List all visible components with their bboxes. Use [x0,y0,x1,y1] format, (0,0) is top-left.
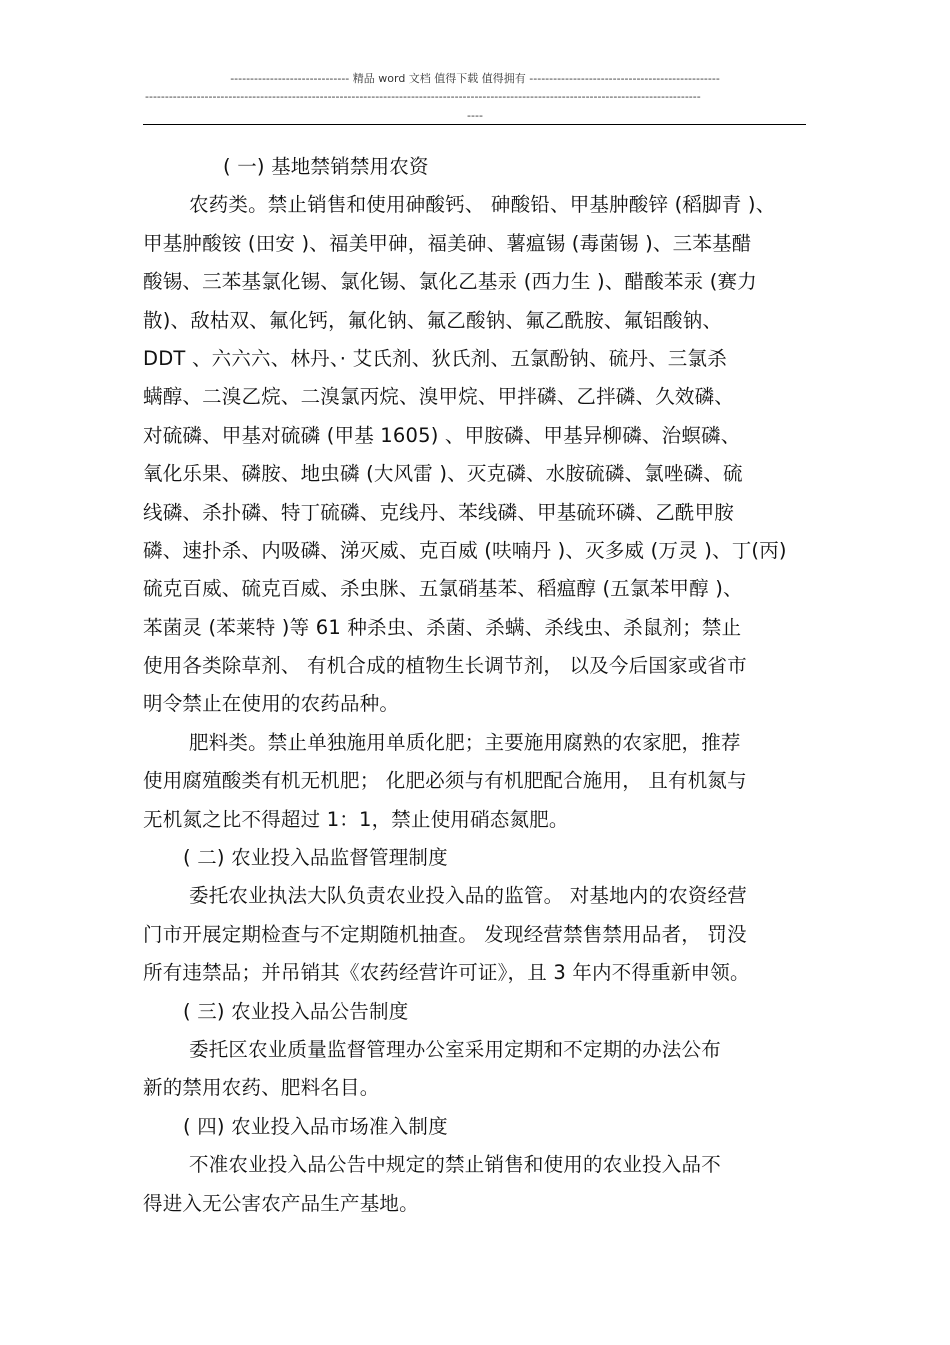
text-line: ( 一) 基地禁销禁用农资 [223,155,429,178]
text-line: 酸锡、三苯基氯化锡、氯化锡、氯化乙基汞 (西力生 )、醋酸苯汞 (赛力 [143,270,757,294]
document-body [143,148,808,1223]
text-line: 使用腐殖酸类有机无机肥； 化肥必须与有机肥配合施用， 且有机氮与 [143,769,747,793]
text-line: 门市开展定期检查与不定期随机抽查。 发现经营禁售禁用品者， 罚没 [143,922,747,946]
text-line: ( 三) 农业投入品公告制度 [183,999,409,1023]
text-line: 甲基肿酸铵 (田安 )、福美甲砷，福美砷、薯瘟锡 (毒菌锡 )、三苯基醋 [143,231,752,255]
text-line: 硫克百威、硫克百威、杀虫脒、五氯硝基苯、稻瘟醇 (五氯苯甲醇 )、 [143,577,743,601]
text-line: 不准农业投入品公告中规定的禁止销售和使用的农业投入品不 [189,1153,721,1177]
header-divider [143,124,806,125]
text-line: 肥料类。禁止单独施用单质化肥；主要施用腐熟的农家肥，推荐 [189,730,741,754]
text-line: 磷、速扑杀、内吸磷、涕灭威、克百威 (呋喃丹 )、灭多威 (万灵 )、丁(丙) [143,538,787,562]
text-line: 农药类。禁止销售和使用砷酸钙、 砷酸铅、甲基肿酸锌 (稻脚青 )、 [189,193,776,217]
text-line: 得进入无公害农产品生产基地。 [143,1191,419,1215]
text-line: 氧化乐果、磷胺、地虫磷 (大风雷 )、灭克磷、水胺硫磷、氯唑磷、硫 [143,462,743,486]
text-line: DDT 、六六六、林丹、· 艾氏剂、狄氏剂、五氯酚钠、硫丹、三氯杀 [143,346,727,370]
text-line: 使用各类除草剂、 有机合成的植物生长调节剂， 以及今后国家或省市 [143,654,747,678]
text-line: 散)、敌枯双、氟化钙，氟化钠、氟乙酸钠、氟乙酰胺、氟铝酸钠、 [143,308,723,332]
text-line: ( 四) 农业投入品市场准入制度 [183,1114,448,1138]
text-line: 线磷、杀扑磷、特丁硫磷、克线丹、苯线磷、甲基硫环磷、乙酰甲胺 [143,500,735,524]
text-line: 对硫磷、甲基对硫磷 (甲基 1605) 、甲胺磷、甲基异柳磷、治螟磷、 [143,423,741,447]
page-header-dashes-short: ---- [467,109,483,122]
text-line: 新的禁用农药、肥料名目。 [143,1076,380,1100]
text-line: 所有违禁品；并吊销其《农药经营许可证》，且 3 年内不得重新申领。 [143,961,750,985]
page-header-text: ------------------------------ 精品 word 文档 值得下载 值得拥有 ------------------------------------------------ [230,72,720,85]
text-line: 苯菌灵 (苯莱特 )等 61 种杀虫、杀菌、杀螨、杀线虫、杀鼠剂；禁止 [143,615,742,639]
text-line: 明令禁止在使用的农药品种。 [143,692,400,716]
page-header-dashes: -------------------------------------------------------------------------------------------------------------------------------------------- [145,90,701,103]
text-line: 螨醇、二溴乙烷、二溴氯丙烷、溴甲烷、甲拌磷、乙拌磷、久效磷、 [143,385,735,409]
text-line: 委托区农业质量监督管理办公室采用定期和不定期的办法公布 [189,1037,721,1061]
text-line: 委托农业执法大队负责农业投入品的监管。 对基地内的农资经营 [189,884,747,908]
text-line: 无机氮之比不得超过 1：1，禁止使用硝态氮肥。 [143,807,569,831]
text-line: ( 二) 农业投入品监督管理制度 [183,846,448,870]
